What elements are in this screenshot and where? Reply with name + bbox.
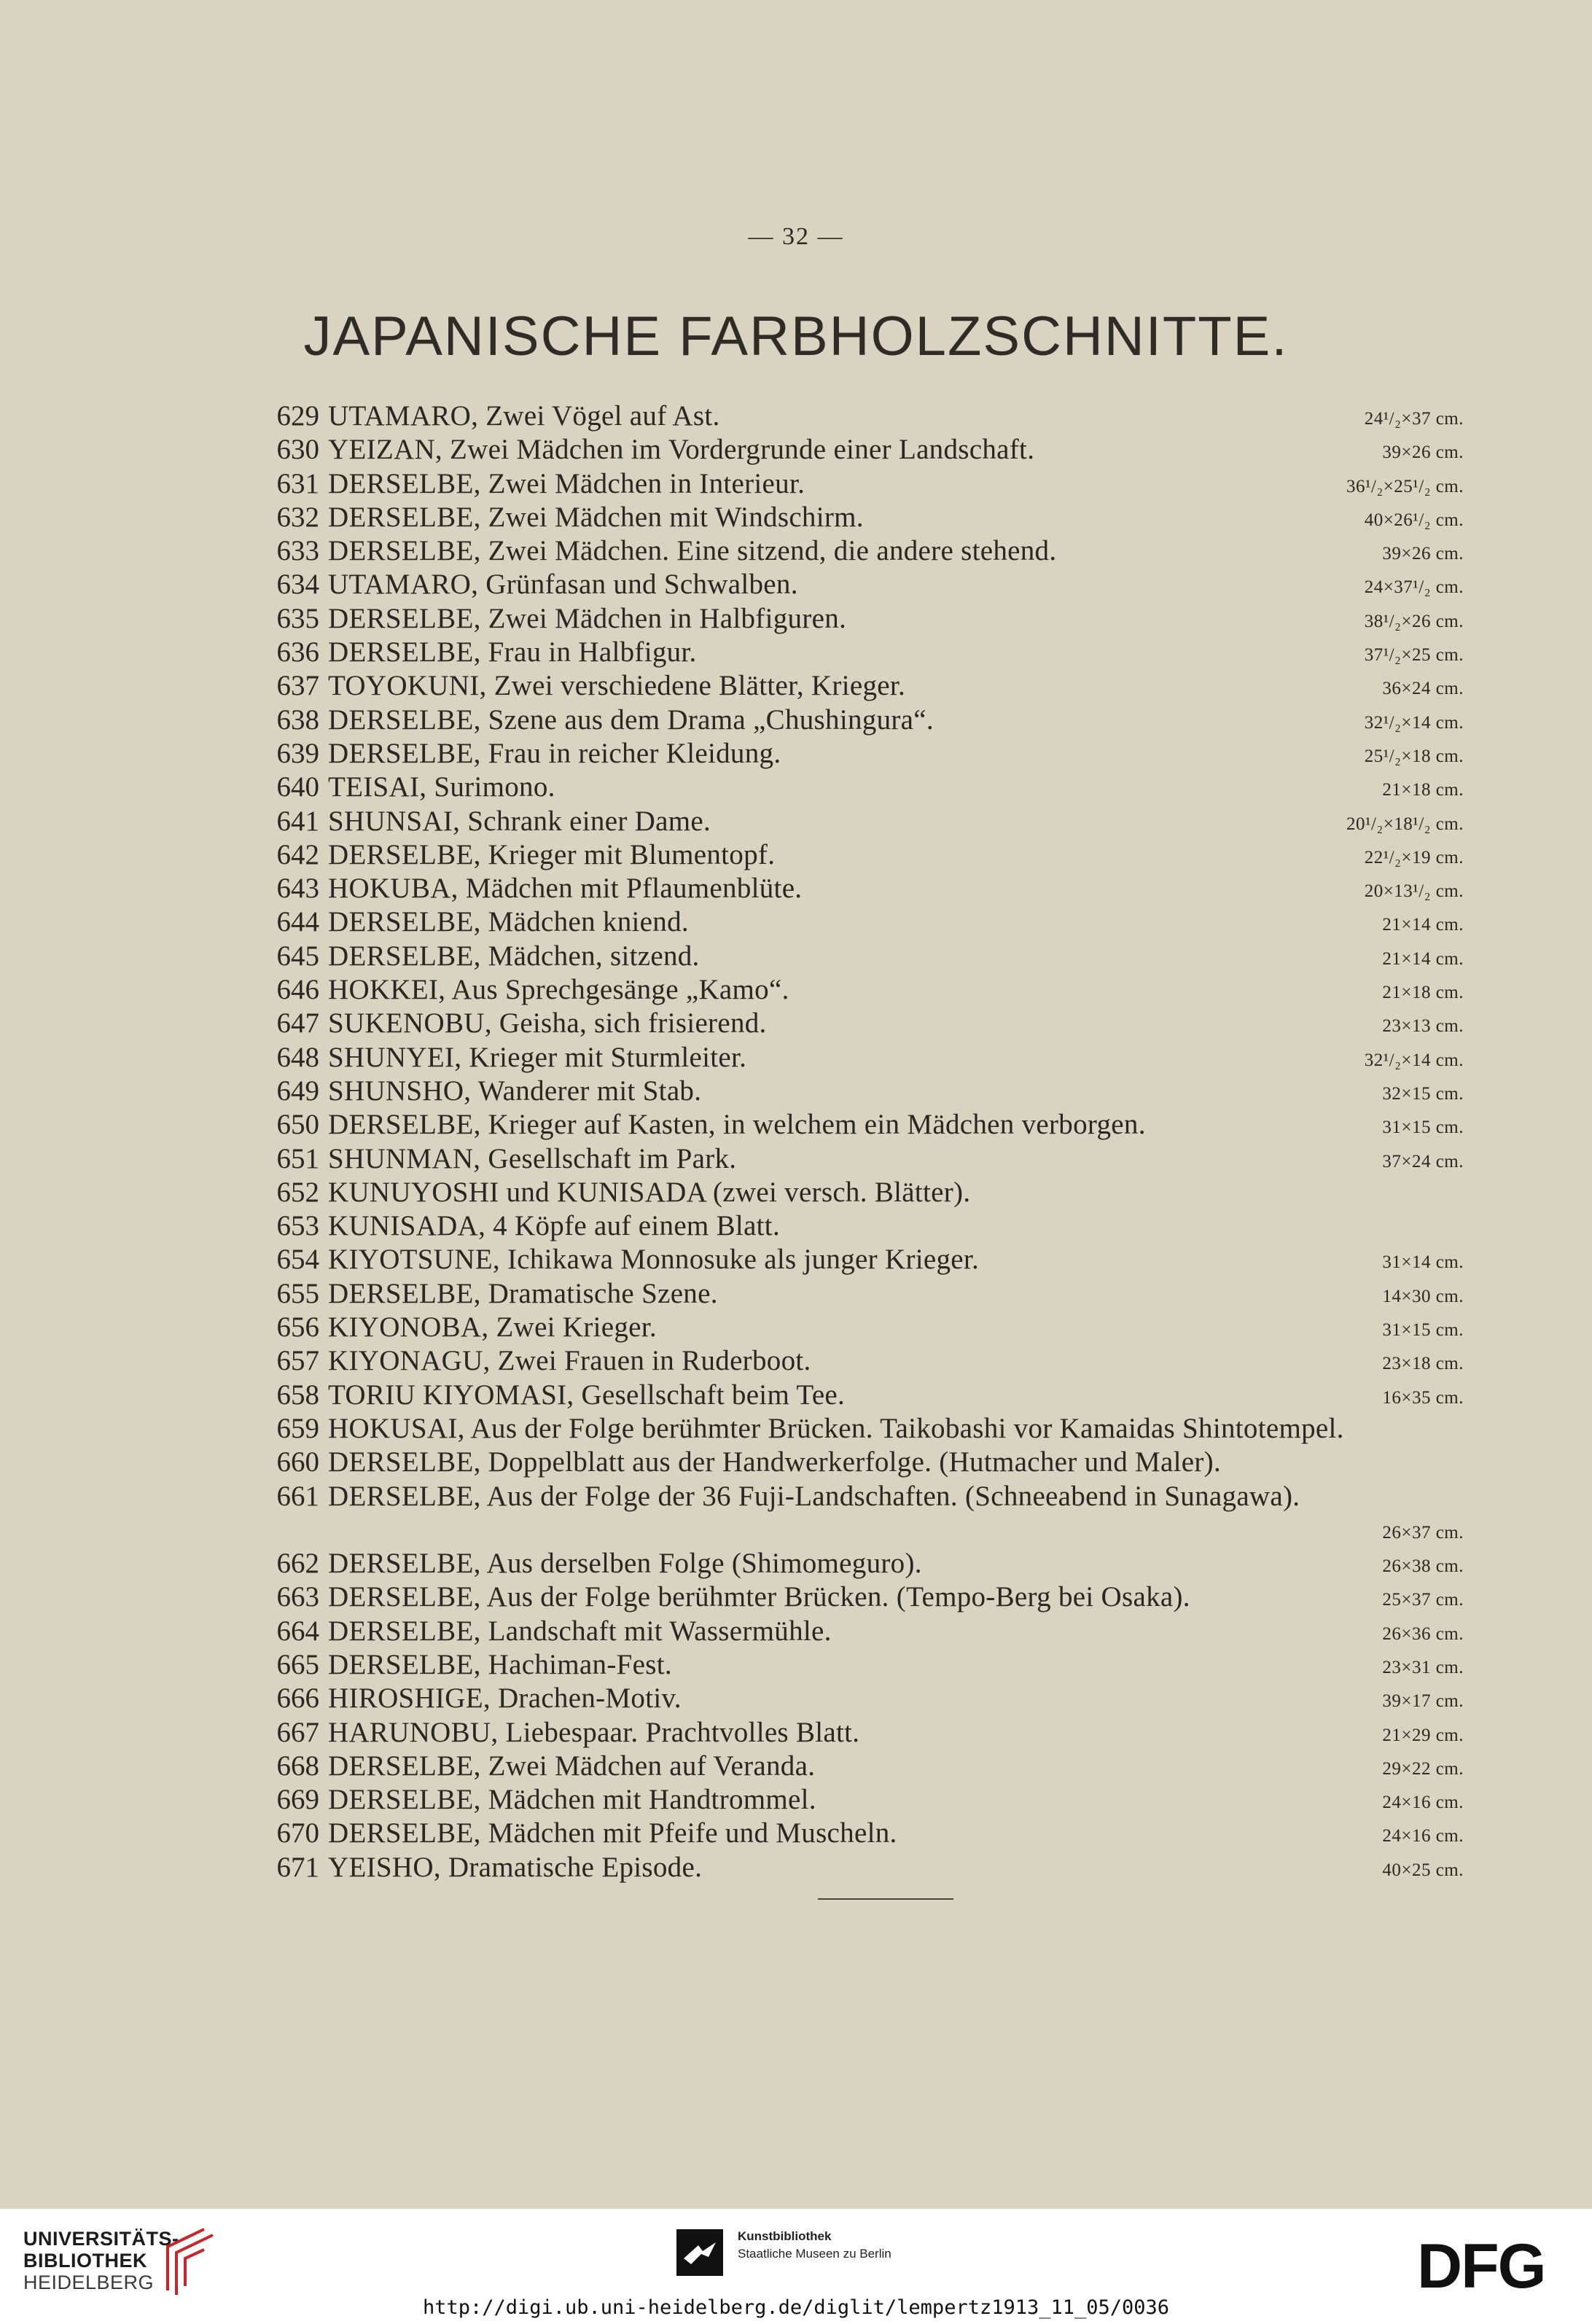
kunstbibliothek-logo[interactable] [738, 2228, 891, 2263]
catalog-entry [274, 1041, 1470, 1075]
page-number: — 32 — [748, 223, 844, 250]
entry-number: 662 [276, 1548, 319, 1580]
entry-description: KUNUYOSHI und KUNISADA (zwei versch. Blätter). [328, 1176, 971, 1208]
entry-dimensions: 23×18 cm. [1382, 1354, 1464, 1374]
catalog-entry [274, 1817, 1470, 1850]
entry-description: DERSELBE, Zwei Mädchen mit Windschirm. [328, 501, 864, 533]
entry-description: DERSELBE, Zwei Mädchen in Halbfiguren. [328, 602, 847, 634]
catalog-entry [274, 1446, 1470, 1479]
entry-description: DERSELBE, Zwei Mädchen. Eine sitzend, die andere stehend. [328, 535, 1057, 567]
entry-dimensions: 32¹/₂×14 cm. [1364, 1050, 1464, 1070]
entry-description: DERSELBE, Hachiman-Fest. [328, 1648, 672, 1680]
entry-dimensions: 32¹/₂×14 cm. [1364, 712, 1464, 733]
entry-dimensions: 21×14 cm. [1382, 915, 1464, 935]
entry-description: DERSELBE, Landschaft mit Wassermühle. [328, 1615, 832, 1647]
entry-description: KUNISADA, 4 Köpfe auf einem Blatt. [328, 1210, 780, 1242]
entry-description: SHUNMAN, Gesellschaft im Park. [328, 1142, 737, 1174]
entry-number: 646 [276, 974, 319, 1006]
entry-dimensions: 23×13 cm. [1382, 1016, 1464, 1037]
entry-description: HIROSHIGE, Drachen-Motiv. [328, 1682, 682, 1715]
university-library-icon [160, 2225, 220, 2298]
entry-description: DERSELBE, Zwei Mädchen auf Veranda. [328, 1750, 816, 1782]
entry-description: DERSELBE, Krieger mit Blumentopf. [328, 838, 776, 870]
entry-number: 660 [276, 1446, 319, 1478]
catalog-entry [274, 1379, 1470, 1412]
entry-number: 667 [276, 1716, 319, 1748]
entry-description: DERSELBE, Doppelblatt aus der Handwerkerfolge. (Hutmacher und Maler). [328, 1446, 1221, 1478]
entry-number: 647 [276, 1007, 319, 1040]
entry-description: DERSELBE, Frau in reicher Kleidung. [328, 737, 781, 769]
catalog-entry [274, 568, 1470, 601]
entry-dimensions: 22¹/₂×19 cm. [1364, 847, 1464, 867]
catalog-entry [274, 1851, 1470, 1884]
catalog-entry [274, 805, 1470, 838]
catalog-entry [274, 1243, 1470, 1276]
entry-dimensions: 38¹/₂×26 cm. [1364, 611, 1464, 631]
entry-description: DERSELBE, Frau in Halbfigur. [328, 636, 697, 668]
catalog-entry [274, 1007, 1470, 1040]
entry-number: 657 [276, 1345, 319, 1377]
footer [0, 2209, 1592, 2324]
entry-number: 652 [276, 1176, 319, 1208]
entry-description: DERSELBE, Dramatische Szene. [328, 1277, 718, 1309]
entry-description: DERSELBE, Zwei Mädchen in Interieur. [328, 467, 805, 499]
entry-number: 664 [276, 1615, 319, 1647]
entry-description: TORIU KIYOMASI, Gesellschaft beim Tee. [328, 1379, 846, 1411]
catalog-entry [274, 534, 1470, 568]
entry-number: 641 [276, 805, 319, 837]
entry-dimensions: 24×16 cm. [1382, 1793, 1464, 1813]
catalog-entry [274, 703, 1470, 737]
catalog-entry [274, 1648, 1470, 1682]
kunstbibliothek-subtitle: Staatliche Museen zu Berlin [738, 2247, 891, 2261]
dfg-logo[interactable] [1417, 2238, 1570, 2296]
entry-description: SHUNSAI, Schrank einer Dame. [328, 805, 711, 837]
catalog-entry [274, 1750, 1470, 1783]
entry-dimensions: 40×25 cm. [1382, 1860, 1464, 1880]
entry-dimensions: 24×37¹/₂ cm. [1364, 577, 1464, 598]
catalog-entry [274, 467, 1470, 501]
entry-description: DERSELBE, Mädchen mit Handtrommel. [328, 1784, 816, 1816]
entry-number: 632 [276, 501, 319, 533]
catalog-entry [274, 1176, 1470, 1209]
kunstbibliothek-eagle-icon [676, 2229, 723, 2276]
catalog-entry [274, 838, 1470, 872]
entry-description: YEIZAN, Zwei Mädchen im Vordergrunde einer Landschaft. [328, 434, 1035, 466]
catalog-entry [274, 1344, 1470, 1378]
entry-description: KIYONAGU, Zwei Frauen in Ruderboot. [328, 1345, 811, 1377]
entry-number: 658 [276, 1379, 319, 1411]
entry-dimensions: 16×35 cm. [1382, 1387, 1464, 1408]
entry-number: 666 [276, 1682, 319, 1715]
entry-description: UTAMARO, Grünfasan und Schwalben. [328, 569, 798, 601]
entry-description: HOKUSAI, Aus der Folge berühmter Brücken. Taikobashi vor Kamaidas Shintotempel. [328, 1412, 1344, 1444]
entry-description: KIYOTSUNE, Ichikawa Monnosuke als junger Krieger. [328, 1244, 980, 1276]
entry-dimensions: 31×14 cm. [1382, 1252, 1464, 1273]
entry-number: 668 [276, 1750, 319, 1782]
catalog-entry [274, 905, 1470, 939]
entry-dimensions: 26×38 cm. [1382, 1556, 1464, 1577]
catalog-entry [274, 1716, 1470, 1750]
entry-number: 670 [276, 1817, 319, 1849]
entry-number: 640 [276, 771, 319, 803]
catalog-entry [274, 1209, 1470, 1243]
catalog-entry [274, 602, 1470, 636]
entry-dimensions: 25×37 cm. [1382, 1590, 1464, 1610]
entry-dimensions: 36¹/₂×25¹/₂ cm. [1346, 476, 1464, 496]
entry-number: 655 [276, 1277, 319, 1309]
entry-number: 648 [276, 1041, 319, 1073]
catalog-entry [274, 771, 1470, 804]
entry-dimensions: 32×15 cm. [1382, 1083, 1464, 1104]
catalog-entry [274, 669, 1470, 703]
entry-dimensions: 21×29 cm. [1382, 1725, 1464, 1745]
entry-dimensions: 24×16 cm. [1382, 1826, 1464, 1847]
entry-number: 637 [276, 670, 319, 702]
entry-dimensions: 24¹/₂×37 cm. [1364, 409, 1464, 429]
entry-number: 629 [276, 400, 319, 432]
entry-number: 669 [276, 1784, 319, 1816]
entry-number: 665 [276, 1648, 319, 1680]
entry-number: 659 [276, 1412, 319, 1444]
entry-description: HOKKEI, Aus Sprechgesänge „Kamo“. [328, 974, 789, 1006]
entry-description: DERSELBE, Mädchen, sitzend. [328, 940, 700, 972]
catalog-entry [274, 737, 1470, 771]
entry-description: SHUNSHO, Wanderer mit Stab. [328, 1075, 702, 1107]
entry-description: DERSELBE, Mädchen mit Pfeife und Muscheln. [328, 1817, 897, 1849]
entry-description: SHUNYEI, Krieger mit Sturmleiter. [328, 1041, 747, 1073]
entry-number: 631 [276, 467, 319, 499]
page-title: JAPANISCHE FARBHOLZSCHNITTE. [303, 305, 1289, 367]
entry-description: DERSELBE, Mädchen kniend. [328, 906, 689, 938]
dfg-text: DFG [1417, 2238, 1545, 2296]
catalog-list [274, 399, 1470, 1884]
catalog-entry [274, 1277, 1470, 1311]
entry-number: 644 [276, 906, 319, 938]
entry-number: 630 [276, 434, 319, 466]
catalog-entry [274, 973, 1470, 1007]
entry-number: 642 [276, 838, 319, 870]
entry-dimensions: 26×36 cm. [1382, 1623, 1464, 1644]
entry-number: 645 [276, 940, 319, 972]
uni-line-3: HEIDELBERG [23, 2272, 155, 2293]
entry-dimensions: 40×26¹/₂ cm. [1364, 510, 1464, 530]
entry-description: YEISHO, Dramatische Episode. [328, 1851, 703, 1883]
entry-number: 654 [276, 1244, 319, 1276]
entry-dimensions: 21×18 cm. [1382, 983, 1464, 1003]
entry-number: 650 [276, 1109, 319, 1141]
entry-description: TEISAI, Surimono. [328, 771, 555, 803]
entry-dimensions: 31×15 cm. [1382, 1118, 1464, 1138]
entry-description: HOKUBA, Mädchen mit Pflaumenblüte. [328, 873, 803, 905]
uni-line-1: UNIVERSITÄTS- [23, 2228, 179, 2250]
entry-number: 636 [276, 636, 319, 668]
catalog-entry [274, 399, 1470, 433]
entry-dimensions: 31×15 cm. [1382, 1320, 1464, 1341]
entry-number: 653 [276, 1210, 319, 1242]
entry-dimensions: 23×31 cm. [1382, 1657, 1464, 1677]
entry-description: HARUNOBU, Liebespaar. Prachtvolles Blatt. [328, 1716, 860, 1748]
entry-dimensions: 39×26 cm. [1382, 442, 1464, 463]
entry-dimensions: 37¹/₂×25 cm. [1364, 645, 1464, 666]
source-url[interactable]: http://digi.ub.uni-heidelberg.de/diglit/lempertz1913_11_05/0036 [422, 2296, 1170, 2319]
entry-dimensions: 39×26 cm. [1382, 544, 1464, 564]
catalog-entry [274, 1615, 1470, 1648]
entry-number: 643 [276, 873, 319, 905]
catalog-entry [274, 940, 1470, 973]
entry-description: SUKENOBU, Geisha, sich frisierend. [328, 1007, 767, 1040]
catalog-entry [274, 1075, 1470, 1108]
entry-number: 671 [276, 1851, 319, 1883]
catalog-entry [274, 501, 1470, 534]
catalog-entry [274, 433, 1470, 467]
entry-dimensions: 20×13¹/₂ cm. [1364, 881, 1464, 902]
entry-description: KIYONOBA, Zwei Krieger. [328, 1311, 657, 1344]
entry-number: 656 [276, 1311, 319, 1344]
catalog-entry [274, 1108, 1470, 1142]
entry-dimensions: 25¹/₂×18 cm. [1364, 746, 1464, 766]
end-rule [818, 1898, 953, 1900]
entry-description: DERSELBE, Krieger auf Kasten, in welchem ein Mädchen verborgen. [328, 1109, 1146, 1141]
catalog-entry [274, 1142, 1470, 1176]
entry-description: DERSELBE, Aus derselben Folge (Shimomeguro). [328, 1548, 922, 1580]
entry-number: 634 [276, 569, 319, 601]
entry-number: 638 [276, 703, 319, 736]
entry-number: 663 [276, 1581, 319, 1613]
catalog-entry [274, 1412, 1470, 1446]
entry-description: TOYOKUNI, Zwei verschiedene Blätter, Krieger. [328, 670, 906, 702]
entry-number: 639 [276, 737, 319, 769]
entry-dimensions: 39×17 cm. [1382, 1691, 1464, 1712]
entry-description: DERSELBE, Aus der Folge der 36 Fuji-Landschaften. (Schneeabend in Sunagawa). [328, 1480, 1300, 1512]
university-library-logo[interactable] [23, 2228, 179, 2293]
entry-dimensions: 29×22 cm. [1382, 1758, 1464, 1779]
entry-number: 661 [276, 1480, 319, 1512]
entry-number: 651 [276, 1142, 319, 1174]
catalog-entry [274, 1547, 1470, 1580]
entry-description: DERSELBE, Szene aus dem Drama „Chushingura“. [328, 703, 934, 736]
uni-line-2: BIBLIOTHEK [23, 2250, 147, 2272]
catalog-entry [274, 1580, 1470, 1614]
entry-dimensions: 14×30 cm. [1382, 1286, 1464, 1306]
entry-description: DERSELBE, Aus der Folge berühmter Brücken. (Tempo-Berg bei Osaka). [328, 1581, 1190, 1613]
catalog-entry [274, 1311, 1470, 1344]
entry-dimensions: 26×37 cm. [1382, 1522, 1464, 1543]
catalog-entry [274, 1682, 1470, 1715]
entry-dimensions: 21×14 cm. [1382, 948, 1464, 969]
entry-dimensions: 20¹/₂×18¹/₂ cm. [1346, 814, 1464, 834]
entry-number: 649 [276, 1075, 319, 1107]
entry-number: 633 [276, 535, 319, 567]
entry-dimensions: 36×24 cm. [1382, 679, 1464, 699]
catalog-entry [274, 1480, 1470, 1548]
catalog-entry [274, 636, 1470, 669]
entry-dimensions: 37×24 cm. [1382, 1151, 1464, 1171]
entry-number: 635 [276, 602, 319, 634]
kunstbibliothek-title: Kunstbibliothek [738, 2229, 832, 2243]
entry-description: UTAMARO, Zwei Vögel auf Ast. [328, 400, 720, 432]
entry-dimensions: 21×18 cm. [1382, 780, 1464, 800]
catalog-entry [274, 1783, 1470, 1817]
catalog-entry [274, 872, 1470, 905]
